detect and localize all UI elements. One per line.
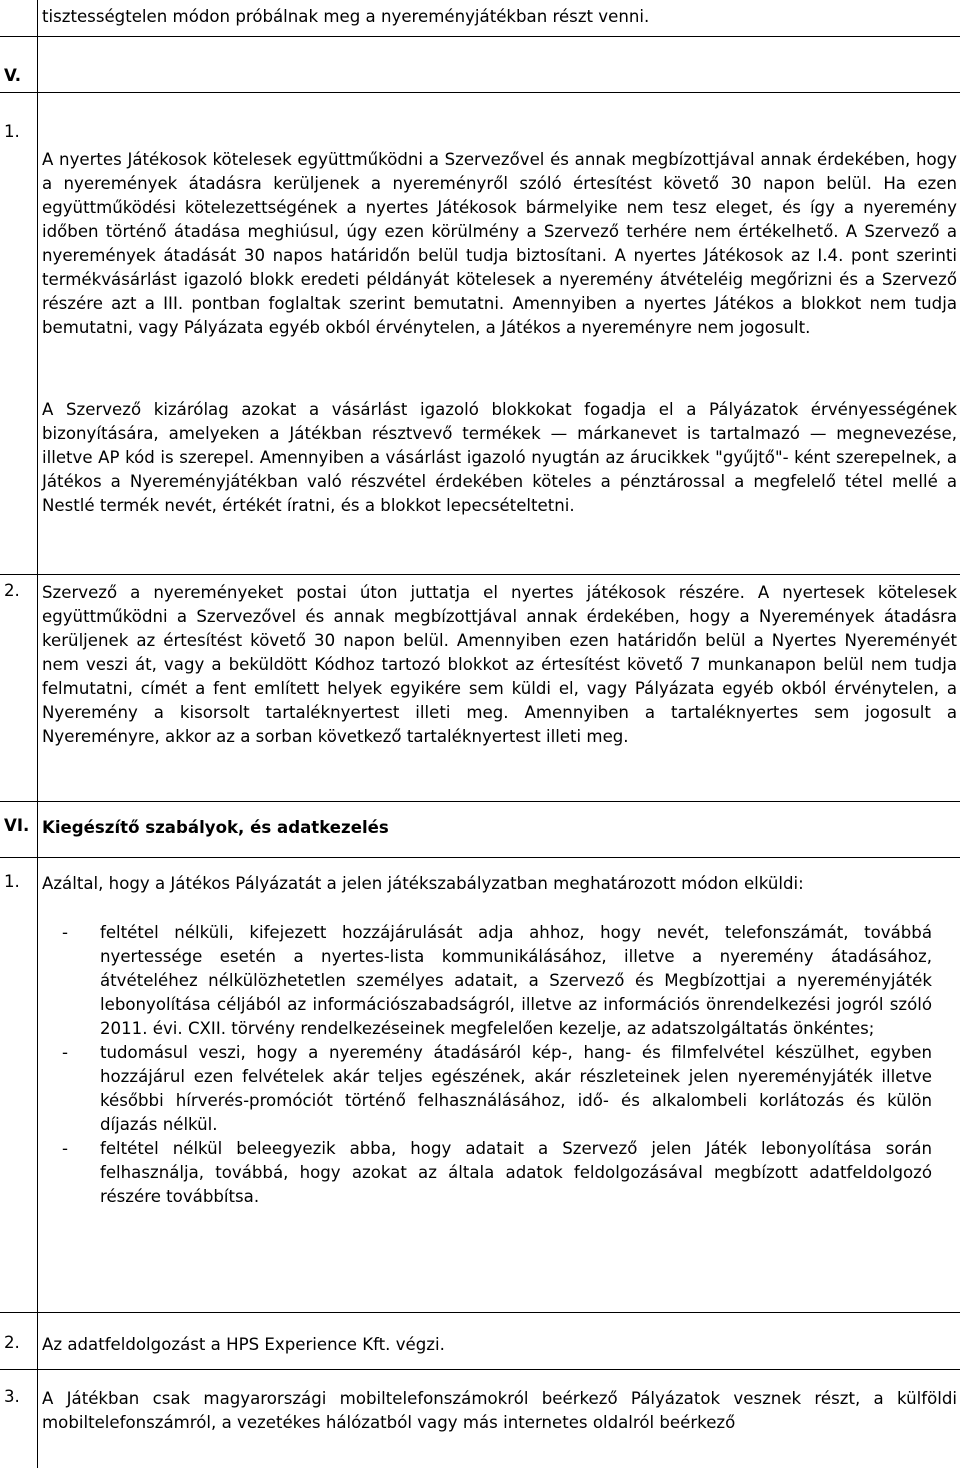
- bullet-text: tudomásul veszi, hogy a nyeremény átadásáról kép-, hang- és filmfelvétel készülhet, egyben hozzájárul ezen felvételek akár teljes egészének, akár részleteinek jelen nyereményjáték illetve későbbi hírverés-promóciót történő felhasználásához, idő- és alkalombeli korlátozás és külön díjazás nélkül.: [100, 1043, 932, 1134]
- section-vi-title: Kiegészítő szabályok, és adatkezelés: [42, 818, 389, 837]
- row-divider: [0, 801, 960, 802]
- row-divider: [0, 36, 960, 37]
- section-vi-item1-label: 1.: [4, 872, 20, 891]
- section-vi-label: VI.: [4, 816, 30, 835]
- section-v-item2-text: Szervező a nyereményeket postai úton juttatja el nyertes játékosok részére. A nyertesek kötelesek együttműködni a Szervezővel és annak megbízottjával annak érdekében, hogy a Nyeremények átadásra kerüljenek az értesítést követő 30 napon belül. Amennyiben ezen határidőn belül a Nyertes Nyereményét nem veszi át, vagy a beküldött Kódhoz tartozó blokkot az értesítést követő 7 munkanapon belül nem tudja felmutatni, címét a fent említett helyek egyikére sem küldi el, vagy Pályázata egyéb okból érvénytelen, a Nyeremény a kisorsolt tartaléknyertest illeti meg. Amennyiben a tartaléknyertes sem jogosult a Nyereményre, akkor az a sorban következő tartaléknyertest illeti meg.: [42, 583, 957, 746]
- section-vi-item1-intro: Azáltal, hogy a Játékos Pályázatát a jelen játékszabályzatban meghatározott módon elküldi:: [42, 874, 804, 893]
- section-v-item2-label: 2.: [4, 581, 20, 600]
- bullet-text: feltétel nélkül beleegyezik abba, hogy adatait a Szervező jelen Játék lebonyolítása során felhasználja, továbbá, hogy azokat az általa adatok feldolgozásával megbízott adatfeldolgozó részére továbbítsa.: [100, 1139, 932, 1206]
- list-item: [62, 921, 932, 1041]
- bullet-text: feltétel nélküli, kifejezett hozzájárulását adja ahhoz, hogy nevét, telefonszámát, továbbá nyertessége esetén a nyertes-lista kommunikálásához, illetve a nyeremény átadásához, átvételéhez nélkülözhetetlen személyes adatait, a Szervező és Megbízottjai a nyereményjáték lebonyolítása céljából az információszabadságról, illetve az információs önrendelkezési jogról szóló 2011. évi. CXII. törvény rendelkezéseinek megfelelően kezelje, az adatszolgáltatás önkéntes;: [100, 923, 932, 1038]
- row-divider: [0, 1369, 960, 1370]
- list-item: [62, 1041, 932, 1137]
- section-v-item1-paragraph2: A Szervező kizárólag azokat a vásárlást igazoló blokkokat fogadja el a Pályázatok érvényességének bizonyítására, amelyeken a Játékban résztvevő termékek — márkanevet is tartalmazó — megnevezése, illetve AP kód is szerepel. Amennyiben a vásárlást igazoló nyugtán az árucikkek "gyűjtő"- ként szerepelnek, a Játékos a Nyereményjátékban való részvétel érdekében köteles a pénztárossal a megfelelő tétel mellé a Nestlé termék nevét, értékét íratni, és a blokkot lepecsételtetni.: [42, 400, 957, 515]
- section-v-item1-label: 1.: [4, 122, 20, 141]
- bullet-dash: -: [62, 923, 68, 942]
- section-vi-item2-text: Az adatfeldolgozást a HPS Experience Kft. végzi.: [42, 1335, 445, 1354]
- continuation-line: tisztességtelen módon próbálnak meg a nyereményjátékban részt venni.: [42, 7, 650, 26]
- section-v-item1-paragraph1: A nyertes Játékosok kötelesek együttműködni a Szervezővel és annak megbízottjával annak érdekében, hogy a nyeremények átadásra kerüljenek a nyereményről szóló értesítést követő 30 napon belül. Ha ezen együttműködési kötelezettségének a nyertes Játékosok bármelyike nem tesz eleget, és így a nyeremény időben történő átadása meghiúsul, úgy ezen körülmény a Szervező terhére nem értékelhető. A Szervező a nyeremények átadását 30 napos határidőn belül tudja biztosítani. A nyertes Játékosok az I.4. pont szerinti termékvásárlást igazoló blokk eredeti példányát kötelesek a nyeremény átvételéig megőrizni és a Szervező részére azt a III. pontban foglaltak szerint bemutatni. Amennyiben a nyertes Játékos a blokkot nem tudja bemutatni, vagy Pályázata egyéb okból érvénytelen, a Játékos a nyereményre nem jogosult.: [42, 150, 957, 337]
- row-divider: [0, 574, 960, 575]
- row-divider: [0, 92, 960, 93]
- bullet-dash: -: [62, 1043, 68, 1062]
- list-item: [62, 1137, 932, 1209]
- bullet-dash: -: [62, 1139, 68, 1158]
- section-vi-item2-label: 2.: [4, 1333, 20, 1352]
- section-vi-item3-label: 3.: [4, 1387, 20, 1406]
- section-vi-item3-text: A Játékban csak magyarországi mobiltelefonszámokról beérkező Pályázatok vesznek részt, a külföldi mobiltelefonszámról, a vezetékes hálózatból vagy más internetes oldalról beérkező: [42, 1389, 957, 1432]
- row-divider: [0, 1312, 960, 1313]
- consent-bullet-list: [62, 921, 932, 1209]
- row-divider: [0, 857, 960, 858]
- column-divider: [37, 0, 38, 1468]
- section-v-label: V.: [4, 66, 22, 85]
